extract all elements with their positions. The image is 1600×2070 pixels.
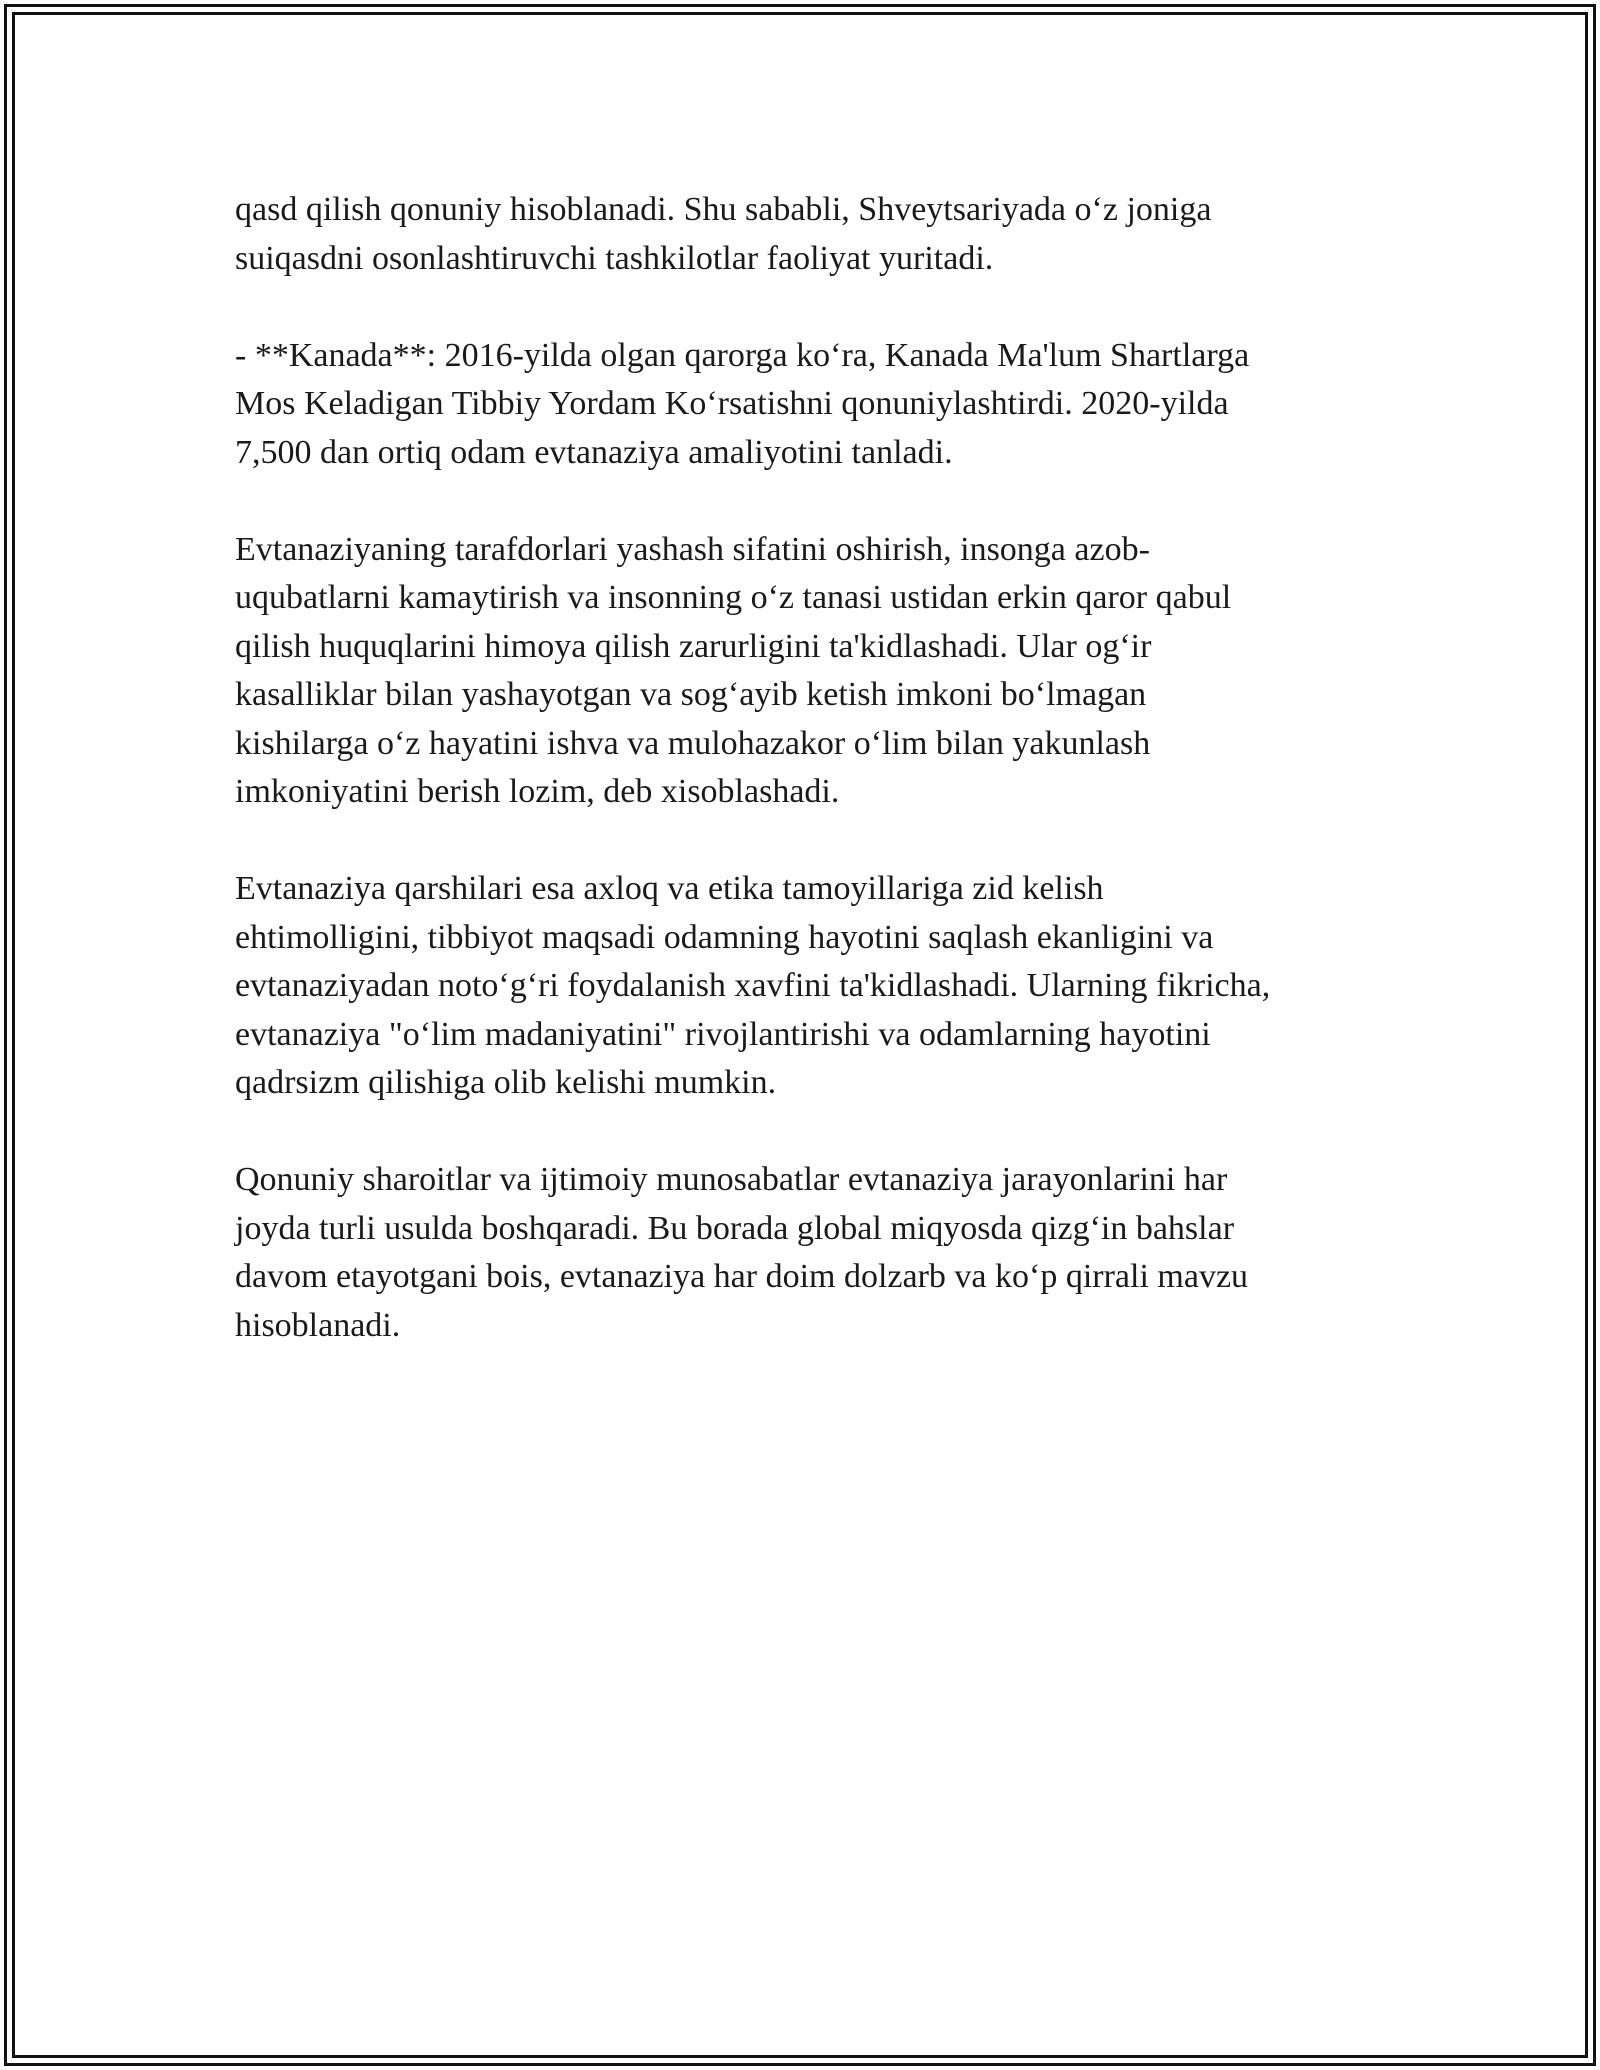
paragraph-opponents: Evtanaziya qarshilari esa axloq va etika tamoyillariga zid kelish ehtimolligini, tibbiyot maqsadi odamning hayotini saqlash ekanligini va evtanaziyadan noto‘g‘ri foydalanish xavfini ta'kidlashadi. Ularning fikricha, evtanaziya "o‘lim madaniyatini" rivojlantirishi va odamlarning hayotini qadrsizm qilishiga olib kelishi mumkin. <box>235 870 1271 1101</box>
paragraph-conclusion: Qonuniy sharoitlar va ijtimoiy munosabatlar evtanaziya jarayonlarini har joyda turli usulda boshqaradi. Bu borada global miqyosda qizg‘in bahslar davom etayotgani bois, evtanaziya har doim dolzarb va ko‘p qirrali mavzu hisoblanadi. <box>235 1161 1249 1344</box>
paragraph-switzerland: qasd qilish qonuniy hisoblanadi. Shu sababli, Shveytsariyada o‘z joniga suiqasdni osonlashtiruvchi tashkilotlar faoliyat yuritadi. <box>235 191 1212 277</box>
document-body <box>235 186 1365 1399</box>
paragraph-supporters: Evtanaziyaning tarafdorlari yashash sifatini oshirish, insonga azob- uqubatlarni kamaytirish va insonning o‘z tanasi ustidan erkin qaror qabul qilish huquqlarini himoya qilish zarurligini ta'kidlashadi. Ular og‘ir kasalliklar bilan yashayotgan va sog‘ayib ketish imkoni bo‘lmagan kishilarga o‘z hayatini ishva va mulohazakor o‘lim bilan yakunlash imkoniyatini berish lozim, deb xisoblashadi. <box>235 530 1232 810</box>
paragraph-canada: - **Kanada**: 2016-yilda olgan qarorga ko‘ra, Kanada Ma'lum Shartlarga Mos Keladigan Tibbiy Yordam Ko‘rsatishni qonuniylashtirdi. 2020-yilda 7,500 dan ortiq odam evtanaziya amaliyotini tanladi. <box>235 336 1250 471</box>
